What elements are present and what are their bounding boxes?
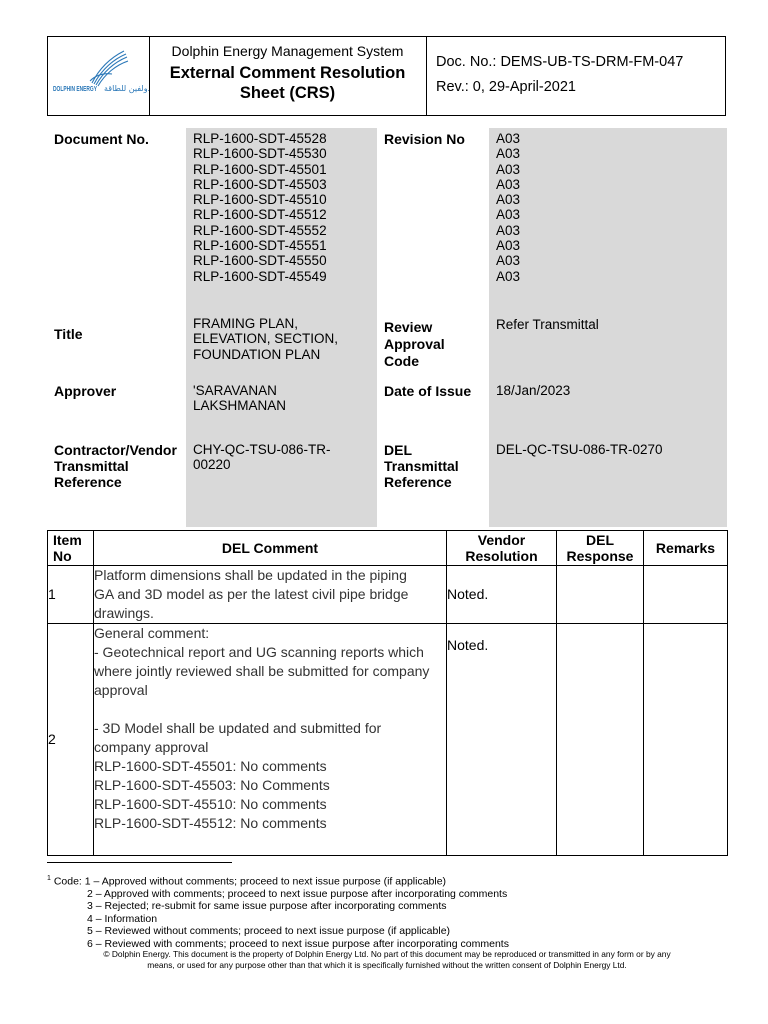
- contractor-ref-label: Contractor/Vendor Transmittal Reference: [54, 442, 177, 490]
- document-header: [47, 36, 726, 116]
- approver-label: Approver: [54, 383, 117, 399]
- header-del-comment: DEL Comment: [94, 531, 447, 566]
- row-remarks: [644, 566, 728, 624]
- sheet-title: External Comment Resolution Sheet (CRS): [169, 64, 406, 102]
- del-ref-value: DEL-QC-TSU-086-TR-0270: [496, 442, 663, 457]
- row-item-no: 1: [48, 566, 94, 624]
- header-del-response: DEL Response: [557, 531, 644, 566]
- title-value: FRAMING PLAN, ELEVATION, SECTION, FOUNDATION PLAN: [193, 316, 339, 362]
- row-comment: General comment: - Geotechnical report and UG scanning reports which where jointly reviewed shall be submitted for company approval - 3D Model shall be updated and submitted for company approval RLP-1600-SDT-45501: No comments RLP-1600-SDT-45503: No Comments RLP-1600-SDT-45510: No comments RLP-1600-SDT-45512: No comments: [94, 624, 447, 856]
- revision-list: A03 A03 A03 A03 A03 A03 A03 A03 A03 A03: [496, 131, 521, 284]
- del-ref-label: DEL Transmittal Reference: [384, 442, 459, 490]
- svg-text:DOLPHIN ENERGY: DOLPHIN ENERGY: [53, 84, 98, 93]
- comments-table: [47, 530, 728, 856]
- system-name: Dolphin Energy Management System: [171, 43, 404, 59]
- logo-cell: [48, 37, 150, 115]
- approver-value: 'SARAVANAN LAKSHMANAN: [193, 383, 287, 414]
- dolphin-energy-logo: [48, 37, 149, 115]
- row-del-response: [557, 566, 644, 624]
- row-vendor-resolution: Noted.: [447, 624, 557, 856]
- date-label: Date of Issue: [384, 383, 472, 399]
- revision-no-label: Revision No: [384, 131, 465, 147]
- row-item-no: 2: [48, 624, 94, 856]
- table-row: [48, 624, 728, 856]
- document-no-label: Document No.: [54, 131, 149, 147]
- revision-date: Rev.: 0, 29-April-2021: [436, 79, 576, 95]
- date-value: 18/Jan/2023: [496, 383, 571, 398]
- footnote-separator: [47, 862, 232, 863]
- title-label: Title: [54, 326, 83, 342]
- row-comment: Platform dimensions shall be updated in the piping GA and 3D model as per the latest civil pipe bridge drawings.: [94, 566, 447, 624]
- contractor-ref-value: CHY-QC-TSU-086-TR- 00220: [193, 442, 331, 473]
- header-title-cell: [149, 37, 427, 115]
- svg-text:دولفين للطاقة: دولفين للطاقة: [104, 84, 149, 93]
- document-no-list: RLP-1600-SDT-45528 RLP-1600-SDT-45530 RLP-1600-SDT-45501 RLP-1600-SDT-45503 RLP-1600-SDT-45510 RLP-1600-SDT-45512 RLP-1600-SDT-45552 RLP-1600-SDT-45551 RLP-1600-SDT-45550 RLP-1600-SDT-45549: [193, 131, 327, 284]
- row-del-response: [557, 624, 644, 856]
- header-remarks: Remarks: [644, 531, 728, 566]
- header-item-no: Item No: [48, 531, 94, 566]
- doc-number: Doc. No.: DEMS-UB-TS-DRM-FM-047: [436, 54, 684, 70]
- row-vendor-resolution: Noted.: [447, 566, 557, 624]
- header-doc-cell: [426, 37, 725, 115]
- legal-notice: © Dolphin Energy. This document is the property of Dolphin Energy Ltd. No part of this document may be reproduced or transmitted in any form or by any means, or used for any purpose other than that which it is specifically furnished without the written consent of Dolphin Energy Ltd.: [103, 949, 671, 970]
- table-header-row: [48, 531, 728, 566]
- review-code-value: Refer Transmittal: [496, 317, 599, 332]
- header-vendor-resolution: Vendor Resolution: [447, 531, 557, 566]
- footnote-codes: $^1$ Code: 1 – Approved without comments; proceed to next issue purpose (if applicable) 2 – Approved with comments; proceed to next issue purpose after incorporating comments 3 – Rejected; re-submit for same issue purpose after incorporating comments 4 – Information 5 – Reviewed without comments; proceed to next issue purpose (if applicable) 6 – Reviewed with comments; proceed to next issue purpose after incorporating comments: [47, 875, 509, 950]
- review-code-label: Review Approval Code: [384, 319, 445, 369]
- row-remarks: [644, 624, 728, 856]
- table-row: [48, 566, 728, 624]
